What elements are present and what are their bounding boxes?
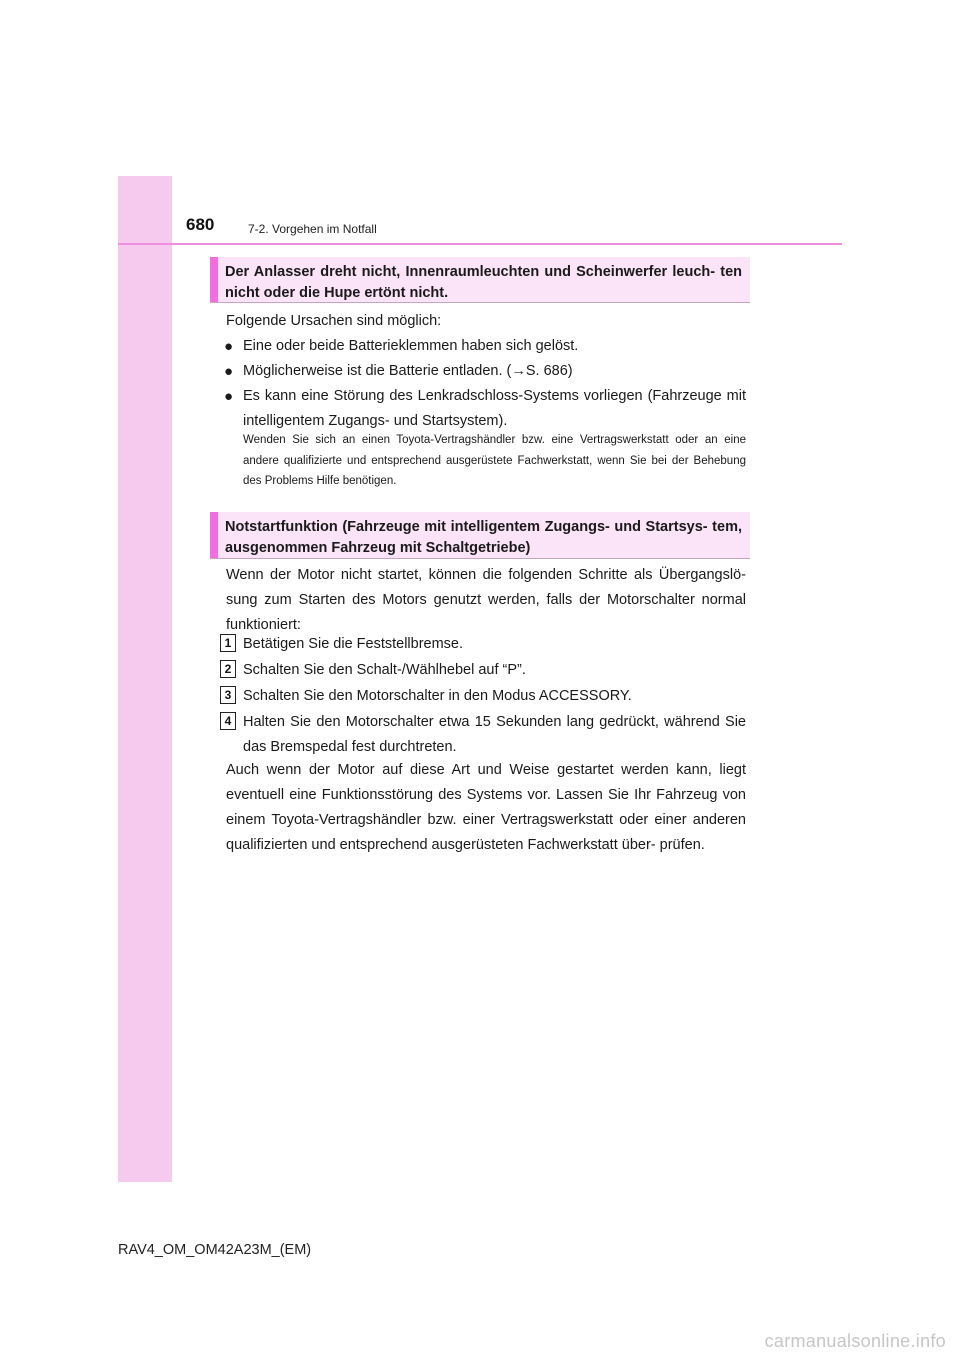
- bullet-item: [243, 359, 746, 384]
- bullet-icon: ●: [224, 388, 234, 405]
- step-number-box: 1: [220, 634, 236, 652]
- step-number-box: 4: [220, 712, 236, 730]
- heading-accent-bar: [210, 512, 218, 558]
- section-heading-text: Notstartfunktion (Fahrzeuge mit intelligentem Zugangs- und Startsys- tem, ausgenommen Fahrzeug mit Schaltgetriebe): [225, 519, 742, 556]
- step-text: Halten Sie den Motorschalter etwa 15 Sekunden lang gedrückt, während Sie das Bremspedal fest durchtreten.: [243, 714, 746, 755]
- section-intro: Folgende Ursachen sind möglich:: [226, 313, 442, 329]
- page-number: 680: [186, 215, 215, 234]
- section-note: Wenden Sie sich an einen Toyota-Vertragshändler bzw. eine Vertragswerkstatt oder an eine andere qualifizierte und entsprechend ausgerüstete Fachwerkstatt, wenn Sie bei der Behebung des Problems Hilfe benötigen.: [243, 434, 746, 487]
- section-heading-emergency-start: [210, 512, 750, 559]
- section-outro: Auch wenn der Motor auf diese Art und Weise gestartet werden kann, liegt eventuell eine Funktionsstörung des Systems vor. Lassen Sie Ihr Fahrzeug von einem Toyota-Vertragshändler bzw. einer Vertragswerkstatt oder einer anderen qualifizierten und entsprechend ausgerüsteten Fachwerkstatt über- prüfen.: [226, 762, 746, 853]
- step-text: Schalten Sie den Motorschalter in den Modus ACCESSORY.: [243, 688, 632, 704]
- running-head: 7-2. Vorgehen im Notfall: [248, 222, 377, 236]
- bullet-icon: ●: [224, 363, 234, 380]
- footer-doc-code: RAV4_OM_OM42A23M_(EM): [118, 1242, 312, 1258]
- side-tab-bar: [118, 176, 172, 1182]
- section-heading-starter: [210, 257, 750, 303]
- step-text: Schalten Sie den Schalt-/Wählhebel auf “P”.: [243, 662, 526, 678]
- bullet-icon: ●: [224, 338, 234, 355]
- header-rule: [118, 243, 842, 245]
- step-text: Betätigen Sie die Feststellbremse.: [243, 636, 464, 652]
- watermark-text: carmanualsonline.info: [764, 1331, 946, 1351]
- step-number-box: 2: [220, 660, 236, 678]
- bullet-item: Es kann eine Störung des Lenkradschloss-Systems vorliegen (Fahrzeuge mit intelligentem Zugangs- und Startsystem).: [243, 388, 746, 429]
- bullet-item: Eine oder beide Batterieklemmen haben sich gelöst.: [243, 338, 579, 354]
- section-intro: Wenn der Motor nicht startet, können die folgenden Schritte als Übergangslö- sung zum Starten des Motors genutzt werden, falls der Motorschalter normal funktioniert:: [226, 567, 746, 633]
- heading-accent-bar: [210, 257, 218, 302]
- bullet-text: Möglicherweise ist die Batterie entladen. (→S. 686): [243, 363, 573, 379]
- step-number-box: 3: [220, 686, 236, 704]
- section-heading-text: Der Anlasser dreht nicht, Innenraumleuchten und Scheinwerfer leuch- ten nicht oder die Hupe ertönt nicht.: [225, 264, 742, 301]
